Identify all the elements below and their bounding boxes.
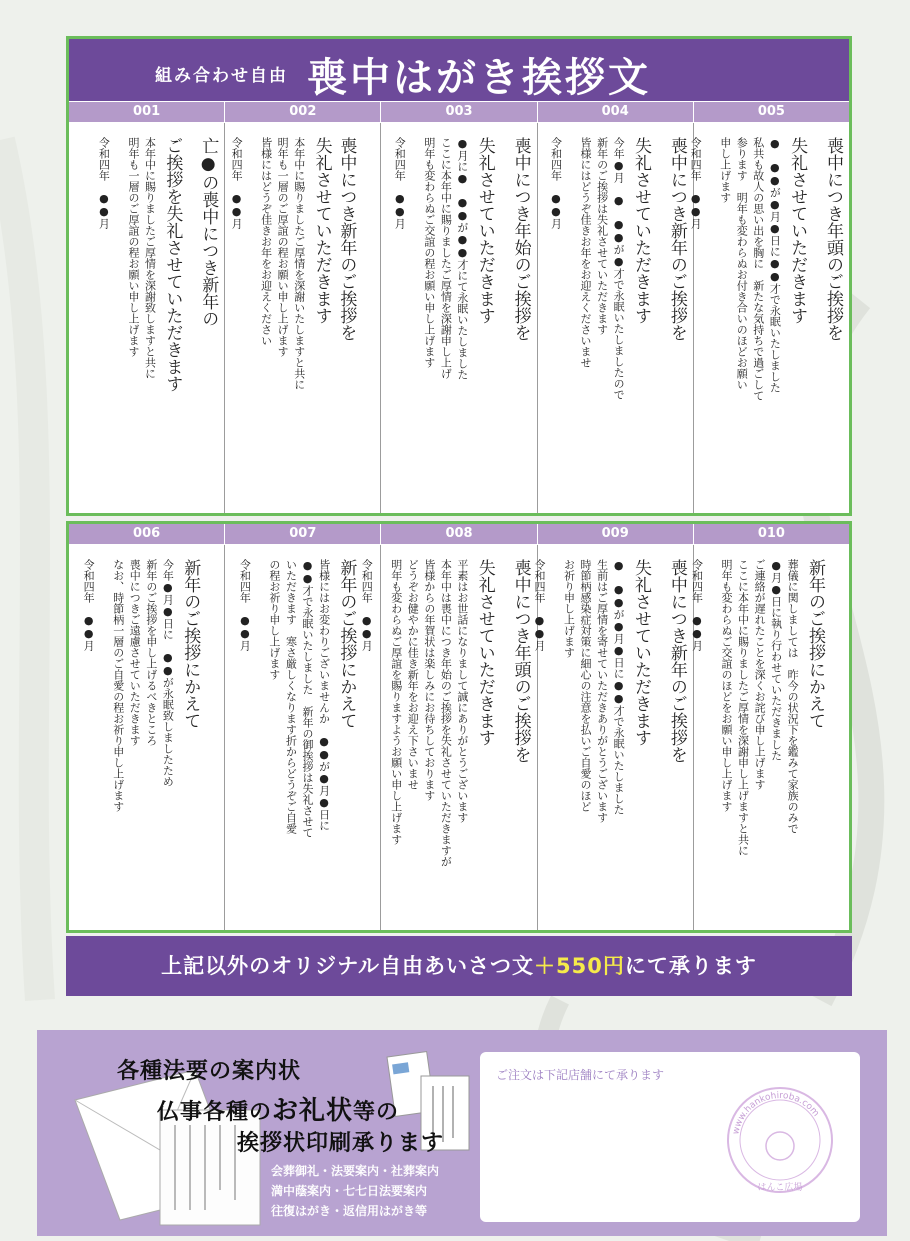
- date-line: 令和四年 ●●月: [689, 137, 703, 229]
- card-number: 010: [694, 524, 849, 544]
- ad-sub-line-2: 満中蔭案内・七七日法要案内: [271, 1184, 428, 1198]
- body-line: 皆様からの年賀状は楽しみにお待ちしております: [422, 559, 436, 801]
- card-number: 002: [225, 102, 381, 122]
- heading-line: ご挨拶を失礼させていただきます: [162, 137, 183, 392]
- body-line: 皆様にはお変わりございませんか ●●が●月●日に: [317, 559, 331, 831]
- body-line: 明年も変わらぬご交誼の程お願い申し上げます: [422, 137, 436, 368]
- body-line: ここに本年中に賜りましたご厚情を深謝申し上げますと共に: [736, 559, 750, 856]
- card-number: 008: [381, 524, 537, 544]
- body-line: 明年も一層のご厚誼の程お願い申し上げます: [126, 137, 140, 357]
- body-line: 新年のご挨拶を申し上げるべきところ: [144, 559, 158, 746]
- heading-line: 新年のご挨拶にかえて: [180, 559, 201, 729]
- heading-line: 喪中につき年頭のご挨拶を: [823, 137, 844, 341]
- greeting-card-008[interactable]: [360, 545, 537, 930]
- stamp-url: www.hankohiroba.com: [731, 1090, 821, 1136]
- card-row: [69, 123, 849, 513]
- ad-sub-line-1: 会葬御礼・法要案内・社葬案内: [271, 1164, 440, 1178]
- body-line: ●月●日に執り行わせていただきました: [769, 559, 783, 761]
- heading-line: 失礼させていただきます: [474, 559, 495, 746]
- body-line: 喪中につきご遠慮させていただきます: [128, 559, 142, 746]
- page-title: 喪中はがき挨拶文: [307, 55, 651, 101]
- svg-text:www.hankohiroba.com: [731, 1091, 820, 1135]
- date-line: 令和四年 ●●月: [549, 137, 563, 229]
- body-line: 私共も故人の思い出を胸に 新たな気持ちで過ごして: [751, 137, 765, 401]
- body-line: 生前はご厚情を寄せていただきありがとうございます: [595, 559, 609, 823]
- body-line: 今年●月●日に ●●が永眠致しましたため: [161, 559, 175, 787]
- body-line: 本年中に賜りましたご厚情を深謝いたしますと共に: [292, 137, 306, 390]
- card-number-row: [69, 524, 849, 544]
- ad-headline-1: 各種法要の案内状: [117, 1058, 302, 1084]
- greeting-card-002[interactable]: [225, 123, 381, 513]
- body-line: 明年も変わらぬご交誼のほどをお願い申し上げます: [719, 559, 733, 812]
- ad-sub-line-3: 往復はがき・返信用はがき等: [271, 1204, 428, 1218]
- heading-line: 亡●の喪中につき新年の: [198, 137, 219, 327]
- body-line: お祈り申し上げます: [562, 559, 576, 658]
- heading-line: 失礼させていただきます: [787, 137, 808, 324]
- body-line: 明年も変わらぬご厚誼を賜りますようお願い申し上げます: [389, 559, 403, 845]
- original-text-banner: [66, 936, 852, 996]
- heading-line: 失礼させていただきます: [630, 559, 651, 746]
- banner-price: ＋550円: [534, 954, 625, 978]
- body-line: ご連絡が遅れたことを深くお詫び申し上げます: [753, 559, 767, 790]
- body-line: 皆様にはどうぞ佳きお年をお迎えください: [259, 137, 273, 346]
- greeting-card-005[interactable]: [689, 123, 849, 513]
- card-number: 001: [69, 102, 225, 122]
- body-line: 申し上げます: [718, 137, 732, 203]
- heading-line: 喪中につき新年のご挨拶を: [666, 137, 687, 341]
- heading-line: 新年のご挨拶にかえて: [805, 559, 826, 729]
- card-number-row: [69, 102, 849, 122]
- body-line: 平素はお世話になりまして誠にありがとうございます: [455, 559, 469, 823]
- date-line: 令和四年 ●●月: [360, 559, 374, 651]
- date-line: 令和四年 ●●月: [230, 137, 244, 229]
- date-line: 令和四年 ●●月: [82, 559, 96, 651]
- heading-line: 喪中につき年頭のご挨拶を: [510, 559, 531, 763]
- heading-line: 新年のご挨拶にかえて: [336, 559, 357, 729]
- date-line: 令和四年 ●●月: [532, 559, 546, 651]
- date-line: 令和四年 ●●月: [393, 137, 407, 229]
- date-line: 令和四年 ●●月: [97, 137, 111, 229]
- date-line: 令和四年 ●●月: [238, 559, 252, 651]
- greeting-card-003[interactable]: [381, 123, 537, 513]
- body-line: 明年も一層のご厚誼の程お願い申し上げます: [276, 137, 290, 357]
- body-line: 時節柄感染症対策に細心の注意を払いご自愛のほど: [579, 559, 593, 812]
- heading-line: 喪中につき年始のご挨拶を: [510, 137, 531, 341]
- card-number: 005: [694, 102, 849, 122]
- card-number: 003: [381, 102, 537, 122]
- greeting-card-001[interactable]: [69, 123, 225, 513]
- heading-line: 喪中につき新年のご挨拶を: [666, 559, 687, 763]
- card-number: 007: [225, 524, 381, 544]
- body-line: ここに本年中に賜りましたご厚情を深謝申し上げ: [439, 137, 453, 379]
- body-line: 新年のご挨拶は失礼させていただきます: [595, 137, 609, 335]
- date-line: 令和四年 ●●月: [690, 559, 704, 651]
- ad-headline-2a: 仏事各種の: [157, 1099, 273, 1125]
- body-line: 本年中は喪中につき年始のご挨拶を失礼させていただきますが: [439, 559, 453, 867]
- body-line: ● ●●が●月●日に●●才で永眠いたしました: [768, 137, 782, 393]
- stamp-name: はんこ広場: [757, 1183, 803, 1193]
- ad-headline-2c: 等の: [353, 1099, 400, 1125]
- card-number: 004: [538, 102, 694, 122]
- order-label: ご注文は下記店舗にて承ります: [496, 1068, 665, 1082]
- banner-text: 上記以外のオリジナル自由あいさつ文: [161, 954, 535, 978]
- greeting-card-010[interactable]: [690, 545, 849, 930]
- body-line: どうぞお健やかに佳き新年をお迎え下さいませ: [406, 559, 420, 790]
- body-line: ●月に● ●●が●●才にて永眠いたしました: [455, 137, 469, 380]
- heading-line: 失礼させていただきます: [630, 137, 651, 324]
- banner-text-end: にて承ります: [624, 954, 757, 978]
- top-panel: [66, 36, 852, 516]
- greeting-card-004[interactable]: [538, 123, 694, 513]
- card-row: [69, 545, 849, 930]
- card-number: 009: [538, 524, 694, 544]
- card-number: 006: [69, 524, 225, 544]
- ad-headline-3: 挨拶状印刷承ります: [237, 1130, 445, 1156]
- ad-headline-2: [157, 1090, 399, 1127]
- bottom-panel: [66, 521, 852, 933]
- subtitle: 組み合わせ自由: [155, 66, 288, 86]
- heading-line: 失礼させていただきます: [474, 137, 495, 324]
- body-line: なお、時節柄一層のご自愛の程お祈り申し上げます: [111, 559, 125, 812]
- hankohiroba-stamp-logo: [720, 1080, 840, 1200]
- ad-headline-2b: お礼状: [272, 1096, 354, 1126]
- body-line: ● ●●が●月●日に●●才で永眠いたしました: [612, 559, 626, 815]
- title-bar: [69, 39, 849, 101]
- body-line: 今年●月 ● ●●が●才で永眠いたしましたので: [612, 137, 626, 400]
- body-line: ●●才で永眠いたしました 新年の御挨拶は失礼させて: [301, 559, 315, 838]
- heading-line: 喪中につき新年のご挨拶を: [336, 137, 357, 341]
- body-line: の程お祈り申し上げます: [267, 559, 281, 680]
- body-line: 葬儀に関しましては 昨今の状況下を鑑みて家族のみで: [786, 559, 800, 834]
- greeting-card-006[interactable]: [69, 545, 225, 930]
- body-line: 本年中に賜りましたご厚情を深謝致しますと共に: [143, 137, 157, 379]
- body-line: 皆様にはどうぞ佳きお年をお迎えくださいませ: [579, 137, 593, 368]
- greeting-card-009[interactable]: [532, 545, 694, 930]
- heading-line: 失礼させていただきます: [311, 137, 332, 324]
- body-line: いただきます 寒さ厳しくなります折からどうぞご自愛: [284, 559, 298, 834]
- body-line: 参ります 明年も変わらぬお付き合いのほどお願い: [735, 137, 749, 390]
